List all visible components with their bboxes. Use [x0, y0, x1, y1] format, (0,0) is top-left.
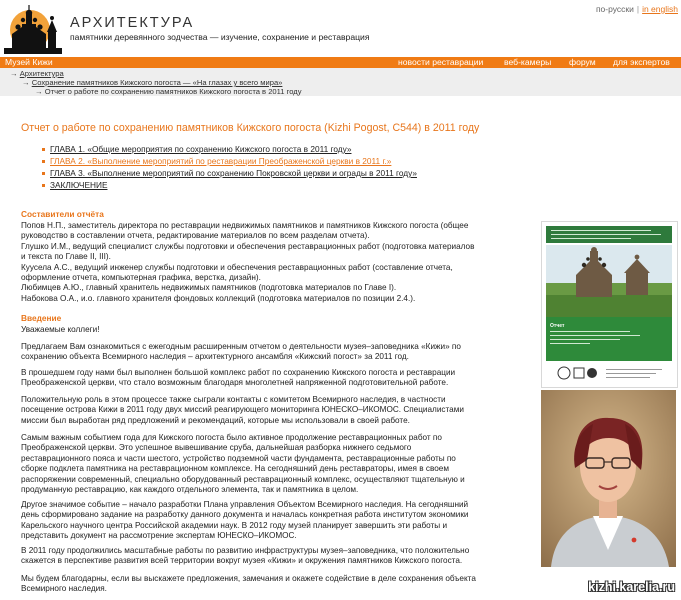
nav-for-experts[interactable]: для экспертов [613, 57, 670, 67]
breadcrumb-arrow: → [10, 69, 18, 78]
lang-current: по-русски [595, 4, 634, 14]
intro-paragraph [21, 368, 533, 389]
intro-greeting: Уважаемые коллеги! [21, 325, 100, 334]
paragraph-line: Предлагаем Вам ознакомиться с ежегодным расширенным отчетом о деятельности музея–заповедника «Кижи» по [21, 342, 461, 351]
cover-unesco-logos [546, 363, 672, 383]
table-of-contents [42, 143, 417, 191]
breadcrumb-architecture[interactable]: Архитектура [19, 69, 64, 78]
paragraph-line: скажется в перспективе развития всей территории вокруг музея «Кижи» и окружения памятников Кижского погоста. [21, 556, 463, 566]
lang-separator: | [636, 4, 640, 14]
intro-paragraph [21, 342, 533, 363]
toc-chapter-2-link[interactable]: ГЛАВА 2. «Выполнение мероприятий по реставрации Преображенской церкви в 2011 г.» [50, 156, 392, 166]
lang-english-link[interactable]: in english [642, 4, 678, 14]
toc-chapter-3-link[interactable]: ГЛАВА 3. «Выполнение мероприятий по сохранению Покровской церкви и ограды в 2011 году» [50, 168, 417, 178]
breadcrumb-arrow: → [22, 78, 30, 87]
paragraph-line: Положительную роль в этом процессе также сыграли контакты с комитетом Всемирного наследия, в частности [21, 395, 446, 404]
paragraph-line: сборке подклета памятника на реставрационном комплексе. На сегодняшний день реставраторы, имея в своем [21, 464, 449, 474]
toc-conclusion-link[interactable]: ЗАКЛЮЧЕНИЕ [50, 180, 108, 190]
author-line: руководство в составлении отчета, редактирование материалов по всем разделам отчета). [21, 231, 370, 241]
cover-title: Отчет [550, 323, 565, 329]
report-cover-image[interactable] [541, 221, 678, 388]
paragraph-line: Всемирного наследия. [21, 584, 107, 594]
cover-title-band [546, 317, 672, 361]
paragraph-line: миссии был выработан ряд предложений и рекомендаций, которые мы использовали в своей работе. [21, 415, 410, 425]
authors-list [21, 221, 533, 304]
intro-paragraph [21, 574, 533, 595]
toc-item [42, 179, 417, 191]
cover-header-band [546, 226, 672, 243]
toc-item [42, 155, 417, 167]
author-line: и текста по Главе II, III). [21, 252, 111, 262]
toc-item [42, 143, 417, 155]
breadcrumb-current: Отчет о работе по сохранению памятников Кижского погоста в 2011 году [44, 87, 302, 96]
kizhi-church-logo[interactable] [4, 4, 62, 54]
site-subtitle: памятники деревянного зодчества — изучение, сохранение и реставрация [70, 32, 370, 42]
toc-item [42, 167, 417, 179]
paragraph-line: Другое значимое событие – начало разработки Плана управления Объектом Всемирного наследия. На сегодняшний [21, 500, 469, 509]
paragraph-line: Самым важным событием года для Кижского погоста было активное продолжение реставрационных работ по [21, 433, 442, 442]
authors-heading: Составители отчёта [21, 209, 104, 219]
paragraph-line: Мы будем благодарны, если вы выскажете предложения, замечания и окажете содействие в деле сохранения объекта [21, 574, 476, 583]
author-line: оформление отчета, компьютерная графика, верстка, дизайн). [21, 273, 261, 283]
nav-restoration-news[interactable]: новости реставрации [398, 57, 484, 67]
breadcrumb [0, 68, 681, 96]
language-switcher [596, 4, 678, 14]
intro-paragraph [21, 500, 533, 542]
paragraph-line: В прошедшем году нами был выполнен большой комплекс работ по сохранению Кижского погоста и реставрации [21, 368, 456, 377]
cover-church-photo [546, 245, 672, 317]
paragraph-line: продуманную реставрацию, как каждого отдельного элемента, так и памятника в целом. [21, 485, 359, 495]
paragraph-line: Карельского научного центра Российской академии наук. В 2012 году музей планирует завершить эти работы и [21, 520, 448, 530]
nav-webcams[interactable]: веб-камеры [504, 57, 552, 67]
site-title: АРХИТЕКТУРА [70, 15, 195, 31]
paragraph-line: посещение острова Кижи в 2011 году двух миссий реагирующего мониторинга ЮНЕСКО–ИКОМОС. Специалистами [21, 405, 464, 415]
author-line: Набокова О.А., и.о. главного хранителя фондовых коллекций (подготовка материалов по позиции 2.4.). [21, 293, 416, 303]
paragraph-line: распоряжении современный, специально оборудованный реставрационный комплекс, осуществляют тщательную и [21, 474, 465, 484]
director-portrait-photo [541, 390, 676, 567]
author-line: Любимцев А.Ю., главный хранитель недвижимых памятников (подготовка материалов по Главе I). [21, 283, 397, 293]
nav-museum-kizhi[interactable]: Музей Кижи [5, 57, 53, 67]
intro-paragraph [21, 395, 533, 426]
page-title: Отчет о работе по сохранению памятников Кижского погоста (Kizhi Pogost, C544) в 2011 году [21, 122, 480, 134]
author-line: Куусела А.С., ведущий инженер службы подготовки и обеспечения реставрационных работ (составление отчета, [21, 262, 453, 272]
nav-forum[interactable]: форум [569, 57, 596, 67]
paragraph-line: реставрационного пояса и части шестого, устройство подземной части фундамента, реставрационные работы по [21, 453, 456, 463]
paragraph-line: Преображенской церкви. Это успешное вывешивание сруба, дальнейшая разборка нижнего седьмого [21, 443, 412, 453]
intro-paragraph [21, 433, 533, 495]
author-line: Попов Н.П., заместитель директора по реставрации недвижимых памятников и памятников Кижского погоста (общее [21, 221, 469, 230]
paragraph-line: представить документ на рассмотрение экспертам ЮНЕСКО–ИКОМОС. [21, 531, 297, 541]
paragraph-line: день сформировано задание на разработку данного документа и началась конкретная работа институтом экономики [21, 510, 469, 520]
toc-chapter-1-link[interactable]: ГЛАВА 1. «Общие мероприятия по сохранению Кижского погоста в 2011 году» [50, 144, 352, 154]
author-line: Глушко И.М., ведущий специалист службы подготовки и обеспечения реставрационных работ (подготовка материалов [21, 241, 475, 251]
main-nav [0, 57, 681, 68]
breadcrumb-preservation[interactable]: Сохранение памятников Кижского погоста — «На глазах у всего мира» [31, 78, 283, 87]
intro-paragraph [21, 546, 533, 567]
intro-heading: Введение [21, 313, 62, 323]
site-watermark: kizhi.karelia.ru [588, 580, 675, 594]
paragraph-line: Преображенской церкви, что стало возможным благодаря многолетней напряженной подготовительной работе. [21, 378, 449, 388]
breadcrumb-arrow: → [35, 87, 43, 96]
paragraph-line: сохранению объекта Всемирного наследия – архитектурного ансамбля «Кижский погост» за 2011 год. [21, 352, 409, 362]
paragraph-line: В 2011 году продолжились масштабные работы по развитию инфраструктуры музея–заповедника, что положительно [21, 546, 470, 555]
